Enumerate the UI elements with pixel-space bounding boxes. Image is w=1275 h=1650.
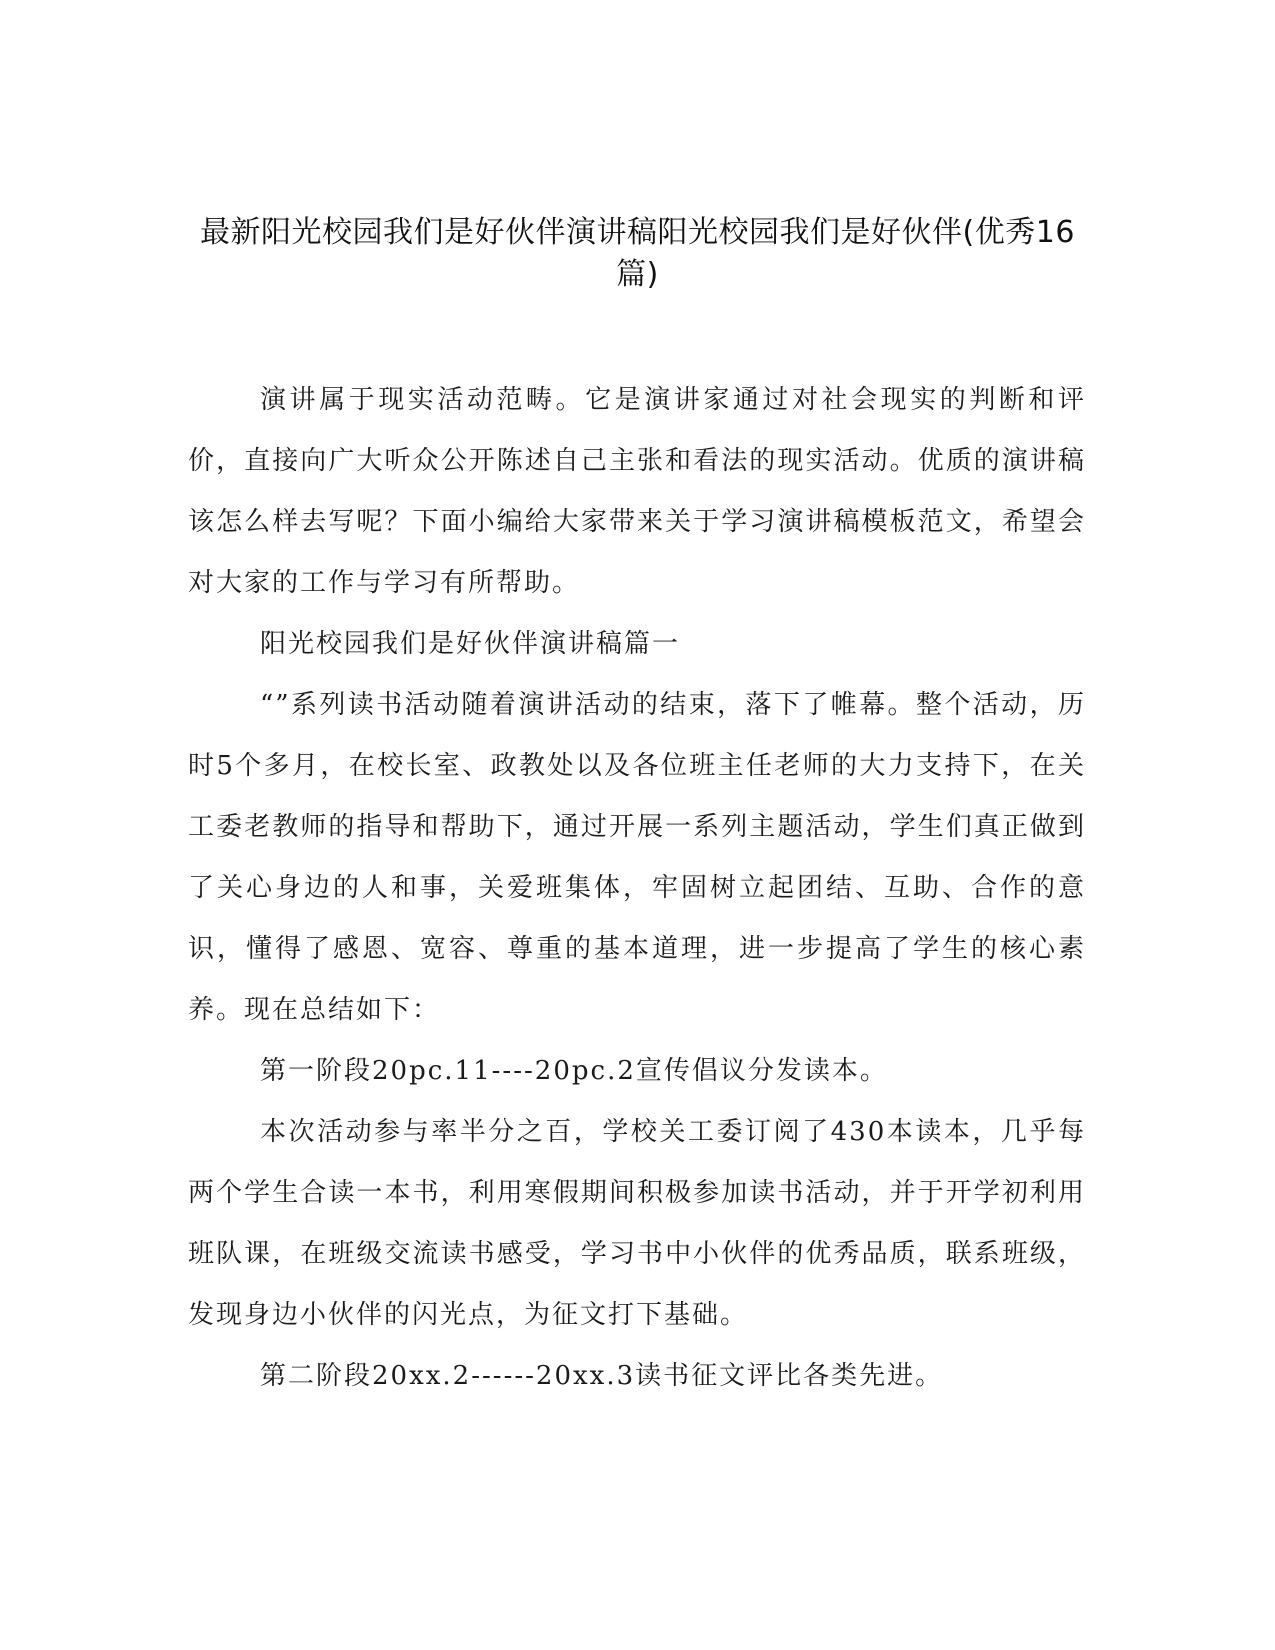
document-title: 最新阳光校园我们是好伙伴演讲稿阳光校园我们是好伙伴(优秀16篇) xyxy=(200,215,1075,292)
stage-one-heading: 第一阶段20pc.11----20pc.2宣传倡议分发读本。 xyxy=(260,1056,888,1086)
body-paragraph: “”系列读书活动随着演讲活动的结束，落下了帷幕。整个活动，历时5个多月，在校长室、政教处以及各位班主任老师的大力支持下，在关工委老教师的指导和帮助下，通过开展一系列主题活动，学生们真正做到了关心身边的人和事，关爱班集体，牢固树立起团结、互助、合作的意识，懂得了感恩、宽容、尊重的基本道理，进一步提高了学生的核心素养。现在总结如下： xyxy=(188,690,1086,1025)
intro-paragraph: 演讲属于现实活动范畴。它是演讲家通过对社会现实的判断和评价，直接向广大听众公开陈述自己主张和看法的现实活动。优质的演讲稿该怎么样去写呢？下面小编给大家带来关于学习演讲稿模板范文，希望会对大家的工作与学习有所帮助。 xyxy=(188,385,1086,598)
stage-two-heading: 第二阶段20xx.2------20xx.3读书征文评比各类先进。 xyxy=(260,1361,944,1391)
body-paragraph: 本次活动参与率半分之百，学校关工委订阅了430本读本，几乎每两个学生合读一本书，利用寒假期间积极参加读书活动，并于开学初利用班队课，在班级交流读书感受，学习书中小伙伴的优秀品质，联系班级，发现身边小伙伴的闪光点，为征文打下基础。 xyxy=(188,1117,1086,1330)
document-body xyxy=(188,370,1086,1407)
section-heading: 阳光校园我们是好伙伴演讲稿篇一 xyxy=(260,629,681,659)
